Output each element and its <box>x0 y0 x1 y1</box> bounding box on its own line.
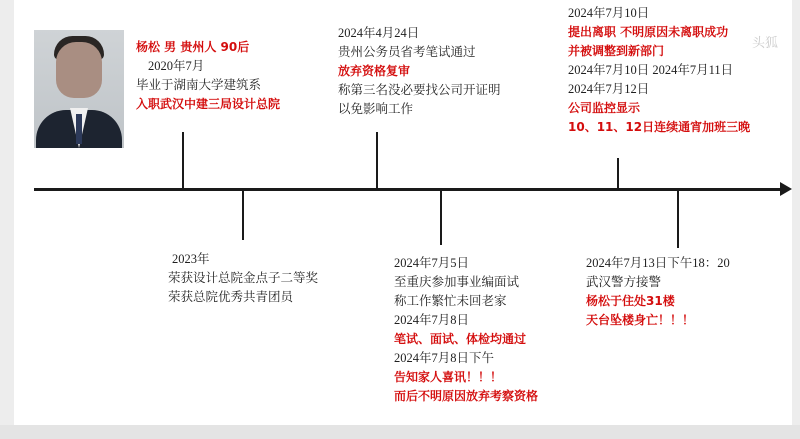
resign-date3: 2024年7月12日 <box>568 82 650 96</box>
award-info <box>168 250 318 307</box>
tick-2024-07-13 <box>677 190 679 248</box>
death-red1: 杨松于住处31楼 <box>586 294 675 308</box>
cq-line2: 称工作繁忙未回老家 <box>394 294 507 308</box>
profile-photo <box>34 30 124 148</box>
education-prefix: 毕业于 <box>136 78 174 92</box>
death-info <box>586 254 730 330</box>
cq-red2: 告知家人喜讯！！！ <box>394 370 503 384</box>
resign-red3: 公司监控显示 <box>568 101 641 115</box>
graduation-date: 2020年7月 <box>148 59 205 73</box>
exam-line2: 称第三名没必要找公司开证明 <box>338 83 501 97</box>
cq-red1: 笔试、面试、体检均通过 <box>394 332 527 346</box>
timeline-arrow-icon <box>780 182 792 196</box>
exam-line1: 贵州公务员省考笔试通过 <box>338 45 476 59</box>
exam-red: 放弃资格复审 <box>338 64 411 78</box>
cq-date1: 2024年7月5日 <box>394 256 470 270</box>
chongqing-info <box>394 254 538 406</box>
cq-date2: 2024年7月8日 <box>394 313 470 327</box>
resign-red4: 10、11、12日连续通宵加班三晚 <box>568 120 751 134</box>
resign-date2: 2024年7月10日 2024年7月11日 <box>568 63 734 77</box>
award-date: 2023年 <box>172 252 210 266</box>
award-line1: 荣获设计总院金点子二等奖 <box>168 271 319 285</box>
resign-date1: 2024年7月10日 <box>568 6 650 20</box>
death-red2: 天台坠楼身亡！！！ <box>586 313 695 327</box>
exam-info <box>338 24 501 119</box>
death-date: 2024年7月13日下午18：20 <box>586 256 730 270</box>
tick-2024-04 <box>376 132 378 189</box>
resign-info <box>568 4 750 137</box>
education-school: 湖南大学建筑系 <box>173 78 262 92</box>
person-name-line: 杨松 男 贵州人 90后 <box>136 40 250 54</box>
resign-red1: 提出离职 不明原因未离职成功 <box>568 25 729 39</box>
death-line1: 武汉警方接警 <box>586 275 662 289</box>
job-line: 入职武汉中建三局设计总院 <box>136 97 281 111</box>
tick-2023 <box>242 190 244 240</box>
person-info <box>136 38 280 114</box>
tick-2024-07-10 <box>617 158 619 189</box>
award-line2: 荣获总院优秀共青团员 <box>168 290 294 304</box>
watermark: 头狐 <box>752 36 779 51</box>
cq-line1: 至重庆参加事业编面试 <box>394 275 520 289</box>
resign-red2: 并被调整到新部门 <box>568 44 665 58</box>
cq-date3: 2024年7月8日下午 <box>394 351 495 365</box>
tick-2024-07-05 <box>440 190 442 245</box>
timeline-page <box>14 0 792 425</box>
timeline-axis <box>34 188 784 191</box>
exam-date: 2024年4月24日 <box>338 26 420 40</box>
exam-line3: 以免影响工作 <box>338 102 414 116</box>
cq-red3: 而后不明原因放弃考察资格 <box>394 389 539 403</box>
education-line <box>136 76 280 95</box>
tick-2020 <box>182 132 184 189</box>
footer-strip <box>0 425 800 439</box>
